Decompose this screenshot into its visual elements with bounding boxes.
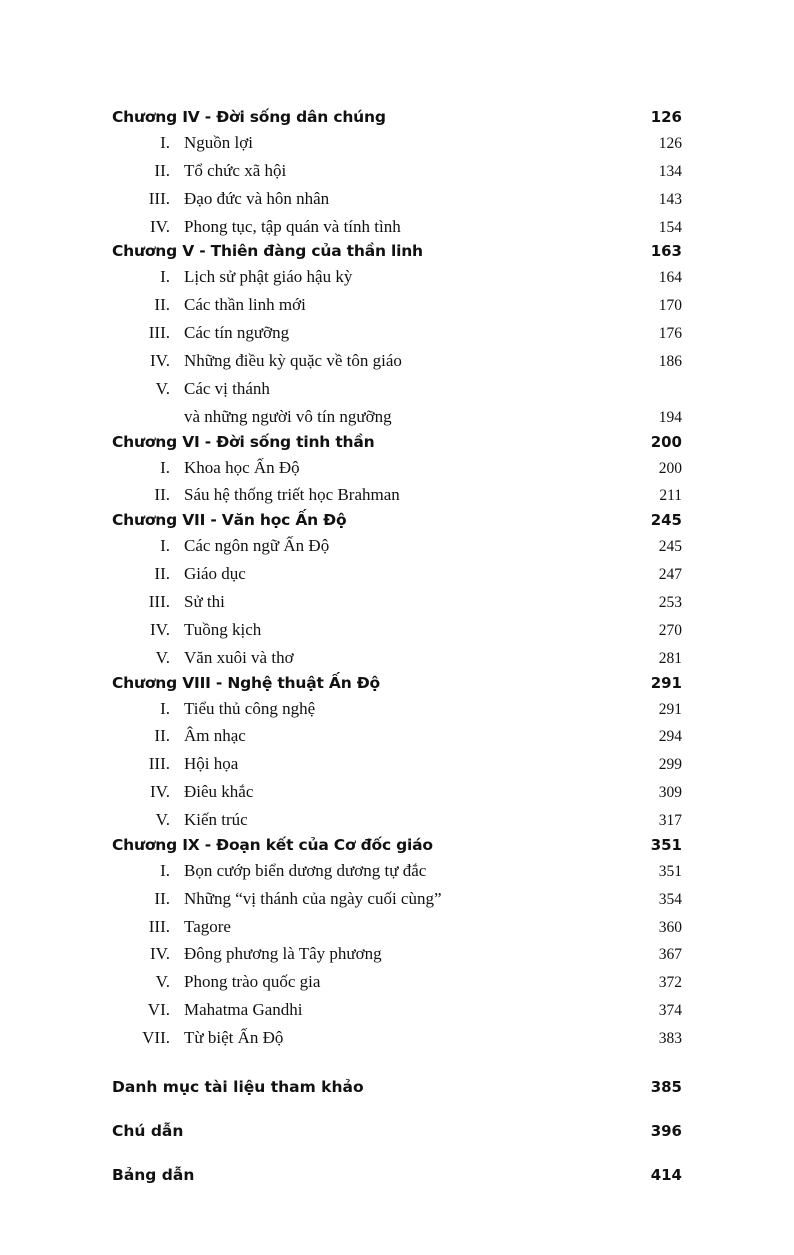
toc-entry[interactable] [112,533,682,560]
toc-entry[interactable] [112,130,682,157]
toc-entry[interactable] [112,589,682,616]
chapter-block [112,242,682,430]
toc-entry[interactable] [112,723,682,750]
toc-entry[interactable] [112,214,682,241]
entry-page-number: 186 [658,353,682,371]
entry-title: Các tín ngưỡng [184,323,290,343]
entry-numeral: V. [155,810,170,830]
chapter-page-number: 126 [650,108,682,126]
entry-numeral: IV. [150,619,170,639]
entry-numeral: III. [148,916,170,936]
back-matter-page-number: 414 [650,1165,682,1184]
entry-numeral: II. [154,726,170,746]
entry-page-number: 360 [658,918,682,936]
entry-numeral: III. [148,188,170,208]
entry-numeral: V. [155,378,170,398]
entry-page-number: 126 [658,135,682,152]
back-matter-row[interactable] [112,1122,682,1140]
entry-page-number: 281 [658,649,682,667]
entry-title: và những người vô tín ngưỡng [184,406,392,426]
back-matter-row[interactable] [112,1078,682,1096]
toc-entry[interactable] [112,320,682,347]
entry-numeral: I. [160,860,170,880]
entry-title: Mahatma Gandhi [184,1000,303,1020]
toc-entry[interactable] [112,264,682,291]
toc-entry[interactable] [112,348,682,375]
entry-page-number: 194 [658,408,682,426]
toc-entry[interactable] [112,858,682,885]
entry-numeral: I. [160,536,170,556]
entry-title: Khoa học Ấn Độ [184,457,300,477]
chapter-page-number: 351 [650,835,682,854]
entry-title: Phong tục, tập quán và tính tình [184,216,401,236]
entry-numeral: I. [160,267,170,287]
entry-title: Văn xuôi và thơ [184,647,294,667]
entry-numeral: III. [148,592,170,612]
entry-title: Đạo đức và hôn nhân [184,188,330,208]
toc-entry[interactable] [112,886,682,913]
entry-title: Giáo dục [184,564,246,584]
entry-title: Những “vị thánh của ngày cuối cùng” [184,888,442,908]
entry-title: Tổ chức xã hội [184,160,287,180]
toc-entry[interactable] [112,751,682,778]
entry-title: Sử thi [184,592,225,612]
toc-entry[interactable] [112,1025,682,1052]
entry-page-number: 354 [658,890,682,908]
chapter-block [112,433,682,510]
chapter-heading-row[interactable] [112,108,682,126]
chapter-heading-row[interactable] [112,242,682,260]
entry-page-number: 351 [658,862,682,880]
toc-entry[interactable] [112,376,682,403]
chapter-title: Chương VII - Văn học Ấn Độ [112,511,347,530]
entry-numeral: IV. [150,351,170,371]
toc-entry[interactable] [112,455,682,482]
entry-numeral: III. [148,754,170,774]
entry-numeral: II. [154,485,170,505]
entry-page-number: 291 [658,700,682,718]
entry-page-number: 374 [658,1002,682,1020]
toc-entry[interactable] [112,997,682,1024]
entry-page-number: 294 [658,728,682,746]
toc-entry[interactable] [112,186,682,213]
toc-entry[interactable] [112,561,682,588]
toc-entry-continuation[interactable] [112,404,682,431]
entry-page-number: 299 [658,756,682,774]
entry-page-number: 383 [658,1030,682,1048]
entry-numeral: II. [154,160,170,180]
entry-page-number: 170 [658,297,682,315]
entry-numeral: VII. [142,1028,170,1048]
entry-title: Bọn cướp biển dương dương tự đắc [184,860,427,880]
entry-page-number: 154 [658,218,682,236]
entry-page-number: 164 [658,269,682,287]
chapter-heading-row[interactable] [112,433,682,451]
entry-title: Các ngôn ngữ Ấn Độ [184,536,330,556]
entry-title: Kiến trúc [184,810,248,830]
toc-entry[interactable] [112,292,682,319]
toc-entry[interactable] [112,779,682,806]
toc-entry[interactable] [112,941,682,968]
entry-page-number: 247 [658,566,682,584]
chapter-heading-row[interactable] [112,836,682,854]
chapter-page-number: 200 [650,432,682,451]
entry-page-number: 176 [658,325,682,343]
chapter-title: Chương IV - Đời sống dân chúng [112,108,386,126]
toc-entry[interactable] [112,482,682,509]
chapter-title: Chương VIII - Nghệ thuật Ấn Độ [112,673,380,692]
entry-numeral: I. [160,133,170,152]
entry-title: Tuồng kịch [184,619,262,639]
entry-numeral: I. [160,457,170,477]
back-matter-page-number: 385 [650,1077,682,1096]
entry-title: Tagore [184,916,231,936]
toc-entry[interactable] [112,696,682,723]
entry-numeral: V. [155,972,170,992]
entry-title: Các vị thánh [184,378,270,398]
entry-title: Sáu hệ thống triết học Brahman [184,485,400,505]
chapter-page-number: 291 [650,673,682,692]
entry-page-number: 253 [658,594,682,612]
entry-numeral: IV. [150,216,170,236]
chapter-heading-row[interactable] [112,511,682,529]
back-matter-title: Danh mục tài liệu tham khảo [112,1077,364,1096]
entry-numeral: VI. [147,1000,170,1020]
entry-title: Lịch sử phật giáo hậu kỳ [184,267,353,287]
entry-title: Nguồn lợi [184,133,253,152]
chapter-block [112,108,682,240]
entry-numeral: III. [148,323,170,343]
entry-page-number: 200 [658,459,682,477]
back-matter-title: Bảng dẫn [112,1165,195,1184]
chapter-block [112,511,682,671]
chapter-title: Chương IX - Đoạn kết của Cơ đốc giáo [112,835,433,854]
entry-title: Đông phương là Tây phương [184,944,382,964]
entry-title: Điêu khắc [184,782,254,802]
entry-page-number: 270 [658,621,682,639]
entry-page-number: 134 [658,162,682,180]
toc-entry[interactable] [112,969,682,996]
entry-title: Âm nhạc [184,726,246,746]
back-matter-title: Chú dẫn [112,1121,184,1140]
chapter-page-number: 163 [650,242,682,261]
entry-numeral: I. [160,698,170,718]
toc-entry[interactable] [112,645,682,672]
entry-page-number: 317 [658,812,682,830]
entry-numeral: V. [155,647,170,667]
chapter-block [112,674,682,834]
toc-entry[interactable] [112,807,682,834]
entry-numeral: II. [154,564,170,584]
entry-title: Các thần linh mới [184,295,306,315]
entry-page-number: 309 [658,784,682,802]
entry-numeral: II. [154,888,170,908]
entry-title: Phong trào quốc gia [184,972,321,992]
toc-entry[interactable] [112,617,682,644]
table-of-contents [112,108,682,1184]
entry-numeral: IV. [150,944,170,964]
entry-page-number: 211 [659,487,682,505]
chapter-page-number: 245 [650,511,682,530]
entry-numeral: II. [154,295,170,315]
back-matter-page-number: 396 [650,1121,682,1140]
entry-page-number: 245 [658,538,682,556]
entry-title: Hội họa [184,754,239,774]
chapter-heading-row[interactable] [112,674,682,692]
entry-title: Từ biệt Ấn Độ [184,1028,284,1048]
entry-numeral: IV. [150,782,170,802]
chapter-title: Chương V - Thiên đàng của thần linh [112,242,423,261]
chapter-title: Chương VI - Đời sống tinh thần [112,432,375,451]
entry-title: Tiểu thủ công nghệ [184,698,316,718]
back-matter-row[interactable] [112,1166,682,1184]
entry-page-number: 372 [658,974,682,992]
entry-page-number: 367 [658,946,682,964]
entry-title: Những điều kỳ quặc về tôn giáo [184,351,402,371]
toc-entry[interactable] [112,914,682,941]
chapter-block [112,836,682,1052]
entry-page-number: 143 [658,190,682,208]
toc-entry[interactable] [112,158,682,185]
